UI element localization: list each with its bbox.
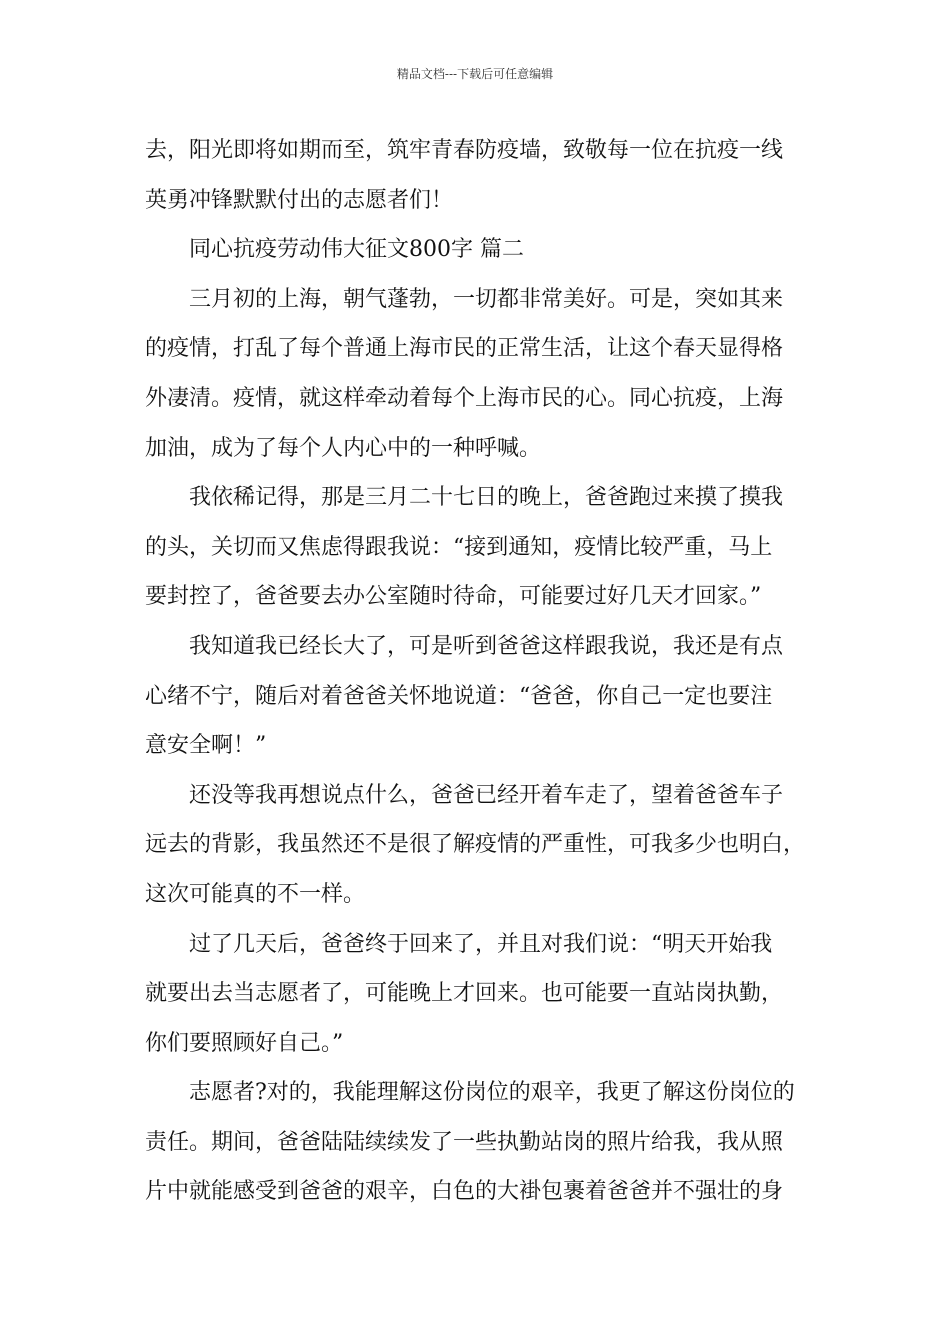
text-line: 意安全啊！” bbox=[145, 733, 267, 759]
section-heading: 同心抗疫劳动伟大征文800字 篇二 bbox=[189, 237, 524, 263]
text-line: 英勇冲锋默默付出的志愿者们！ bbox=[145, 187, 454, 213]
text-line: 这次可能真的不一样。 bbox=[145, 881, 366, 907]
text-line: 远去的背影，我虽然还不是很了解疫情的严重性，可我多少也明白， bbox=[145, 832, 806, 858]
text-line: 的头，关切而又焦虑得跟我说：“接到通知，疫情比较严重，马上 bbox=[145, 534, 773, 560]
text-line: 去，阳光即将如期而至，筑牢青春防疫墙，致敬每一位在抗疫一线 bbox=[145, 138, 784, 163]
page-header: 精品文档---下载后可任意编辑 bbox=[396, 67, 554, 81]
document-body bbox=[145, 126, 807, 1217]
text-line: 片中就能感受到爸爸的艰辛，白色的大褂包裹着爸爸并不强壮的身 bbox=[145, 1179, 784, 1205]
text-line: 我依稀记得，那是三月二十七日的晚上，爸爸跑过来摸了摸我 bbox=[189, 485, 784, 511]
text-line: 还没等我再想说点什么，爸爸已经开着车走了，望着爸爸车子 bbox=[189, 782, 784, 808]
text-line: 我知道我已经长大了，可是听到爸爸这样跟我说，我还是有点 bbox=[189, 633, 784, 659]
text-line: 志愿者?对的，我能理解这份岗位的艰辛，我更了解这份岗位的 bbox=[189, 1080, 795, 1106]
text-line: 责任。期间，爸爸陆陆续续发了一些执勤站岗的照片给我，我从照 bbox=[145, 1129, 784, 1155]
text-line: 外凄清。疫情，就这样牵动着每个上海市民的心。同心抗疫，上海 bbox=[145, 385, 784, 411]
text-line: 心绪不宁，随后对着爸爸关怀地说道：“爸爸，你自己一定也要注 bbox=[145, 683, 773, 709]
text-line: 你们要照顾好自己。” bbox=[145, 1030, 344, 1056]
text-line: 的疫情，打乱了每个普通上海市民的正常生活，让这个春天显得格 bbox=[145, 336, 784, 362]
text-line: 加油，成为了每个人内心中的一种呼喊。 bbox=[145, 435, 542, 461]
text-line: 过了几天后，爸爸终于回来了，并且对我们说：“明天开始我 bbox=[189, 931, 773, 957]
text-line: 就要出去当志愿者了，可能晚上才回来。也可能要一直站岗执勤， bbox=[145, 981, 784, 1007]
text-line: 要封控了，爸爸要去办公室随时待命，可能要过好几天才回家。” bbox=[145, 584, 762, 610]
text-line: 三月初的上海，朝气蓬勃，一切都非常美好。可是，突如其来 bbox=[189, 286, 784, 312]
